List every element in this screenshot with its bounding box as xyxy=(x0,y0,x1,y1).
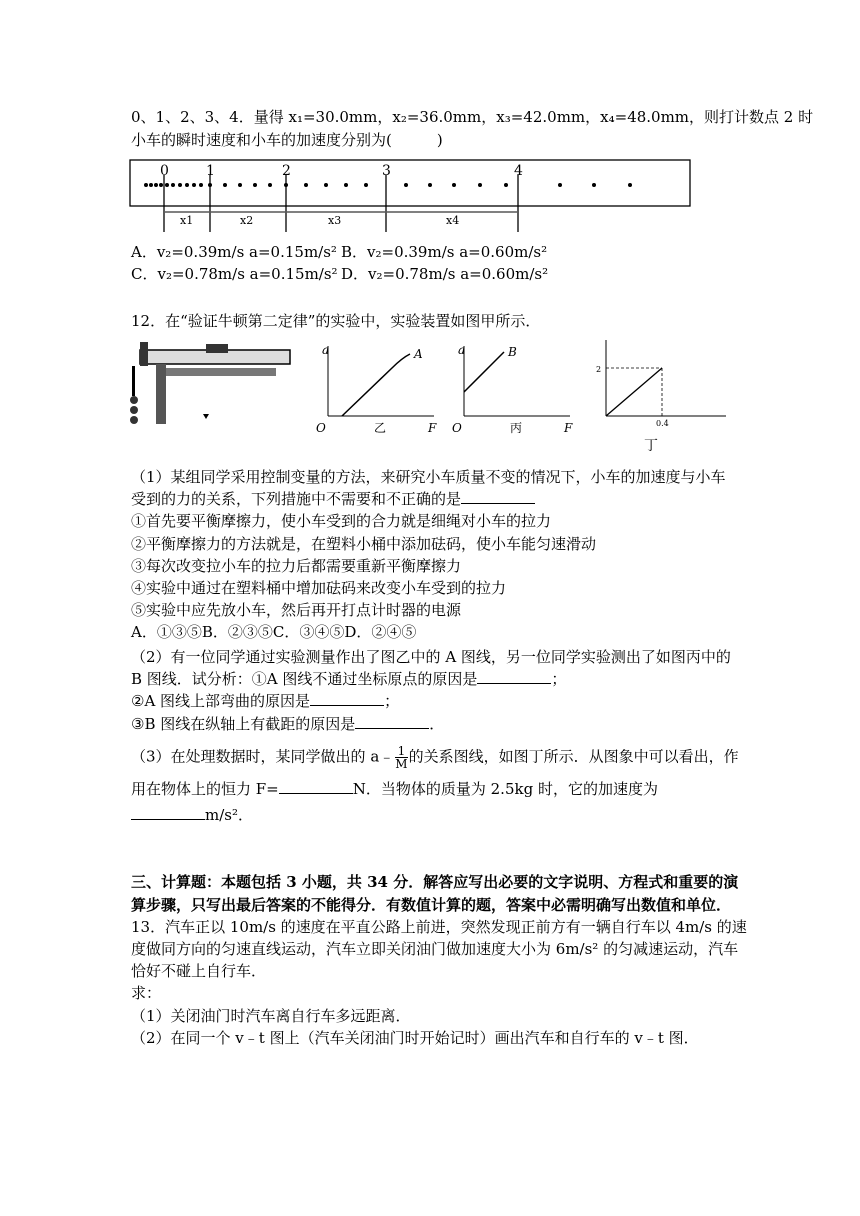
yi-curve-label: A xyxy=(414,347,423,361)
tape-seg-x2: x2 xyxy=(240,214,254,227)
yi-y-axis-label: a xyxy=(322,343,330,357)
q12-intro: 12．在“验证牛顿第二定律”的实验中，实验装置如图甲所示． xyxy=(131,312,541,330)
q13-line4: 求： xyxy=(131,984,162,1002)
tape-seg-x1: x1 xyxy=(180,214,194,227)
q11-option-d: D．v₂=0.78m/s a=0.60m/s² xyxy=(341,265,549,283)
q12-item-5: ⑤实验中应先放小车，然后再开打点计时器的电源 xyxy=(131,601,462,619)
tape-label-0: 0 xyxy=(160,163,169,179)
yi-origin-label: O xyxy=(316,421,326,435)
ding-y-tick: 2 xyxy=(596,365,602,374)
fraction-numerator: 1 xyxy=(395,745,407,758)
q12-p3-line2 xyxy=(131,779,658,799)
bing-caption: 丙 xyxy=(510,421,523,435)
tape-seg-x3: x3 xyxy=(328,214,342,227)
answer-blank-3[interactable] xyxy=(310,691,384,706)
tape-label-2: 2 xyxy=(282,163,291,179)
graph-ding xyxy=(590,334,730,454)
q12-p3-line1 xyxy=(131,745,739,770)
q12-p3-post: 的关系图线，如图丁所示．从图象中可以看出，作 xyxy=(408,747,739,766)
apparatus-figure xyxy=(128,338,294,430)
q12-p3-line2-post: N．当物体的质量为 2.5kg 时，它的加速度为 xyxy=(352,780,658,798)
q11-line2: 小车的瞬时速度和小车的加速度分别为( ) xyxy=(131,131,443,149)
q12-p2-line4: ③B 图线在纵轴上有截距的原因是 ． xyxy=(131,715,445,733)
tape-label-1: 1 xyxy=(206,163,215,179)
bing-y-axis-label: a xyxy=(458,343,466,357)
q12-p2-line4-text: ③B 图线在纵轴上有截距的原因是 xyxy=(131,715,356,733)
q12-p2-line3: ②A 图线上部弯曲的原因是 ； xyxy=(131,692,400,710)
q12-p1-line2-text: 受到的力的关系，下列措施中不需要和不正确的是 xyxy=(131,490,462,508)
q12-p2-line3-text: ②A 图线上部弯曲的原因是 xyxy=(131,692,311,710)
graph-bing xyxy=(448,336,576,438)
answer-blank-acceleration[interactable] xyxy=(131,805,205,820)
q12-item-1: ①首先要平衡摩擦力，使小车受到的合力就是细绳对小车的拉力 xyxy=(131,512,552,530)
q12-p1-line1: （1）某组同学采用控制变量的方法，来研究小车质量不变的情况下，小车的加速度与小车 xyxy=(131,468,726,486)
q12-p3-line2-pre: 用在物体上的恒力 F= xyxy=(131,780,279,798)
answer-blank-force[interactable] xyxy=(279,779,353,794)
fraction-denominator: M xyxy=(395,757,408,771)
q13-line3: 恰好不碰上自行车． xyxy=(131,962,267,980)
ticker-tape-figure xyxy=(128,158,694,234)
ding-caption: 丁 xyxy=(644,438,658,454)
section3-heading-line1: 三、计算题：本题包括 3 小题，共 34 分．解答应写出必要的文字说明、方程式和重要的演 xyxy=(131,873,739,891)
q12-p3-pre: （3）在处理数据时，某同学做出的 a﹣ xyxy=(131,747,395,766)
answer-blank-2[interactable] xyxy=(477,669,551,684)
q12-p2-line2: B 图线．试分析：①A 图线不通过坐标原点的原因是 ； xyxy=(131,670,567,688)
tape-label-4: 4 xyxy=(514,163,523,179)
q11-option-a: A．v₂=0.39m/s a=0.15m/s² xyxy=(131,243,337,261)
q12-p1-line2 xyxy=(131,489,535,509)
tape-dots xyxy=(144,183,632,187)
q13-line6: （2）在同一个 v﹣t 图上（汽车关闭油门时开始记时）画出汽车和自行车的 v﹣t 图． xyxy=(131,1029,699,1047)
q12-p2-line1: （2）有一位同学通过实验测量作出了图乙中的 A 图线，另一位同学实验测出了如图丙中的 xyxy=(131,648,731,666)
answer-blank-1[interactable] xyxy=(461,489,535,504)
yi-x-axis-label: F xyxy=(428,421,437,435)
q12-p2-line2-text: B 图线．试分析：①A 图线不通过坐标原点的原因是 xyxy=(131,670,478,688)
q11-line1: 0、1、2、3、4．量得 x₁=30.0mm，x₂=36.0mm，x₃=42.0mm，x₄=48.0mm，则打计数点 2 时 xyxy=(131,108,814,126)
bing-curve-label: B xyxy=(508,345,517,359)
q11-option-b: B．v₂=0.39m/s a=0.60m/s² xyxy=(341,243,548,261)
bing-x-axis-label: F xyxy=(564,421,573,435)
q12-item-2: ②平衡摩擦力的方法就是，在塑料小桶中添加砝码，使小车能匀速滑动 xyxy=(131,535,597,553)
ding-x-tick: 0.4 xyxy=(656,419,669,428)
one-over-m-fraction xyxy=(395,745,407,770)
tape-label-3: 3 xyxy=(382,163,391,179)
section3-heading-line2: 算步骤，只写出最后答案的不能得分．有数值计算的题，答案中必需明确写出数值和单位． xyxy=(131,896,732,914)
q13-line2: 度做同方向的匀速直线运动，汽车立即关闭油门做加速度大小为 6m/s² 的匀减速运动，汽车 xyxy=(131,940,739,958)
q12-p3-line3 xyxy=(131,805,253,825)
answer-blank-4[interactable] xyxy=(355,714,429,729)
q12-item-3: ③每次改变拉小车的拉力后都需要重新平衡摩擦力 xyxy=(131,557,462,575)
q13-line5: （1）关闭油门时汽车离自行车多远距离． xyxy=(131,1007,411,1025)
tape-seg-x4: x4 xyxy=(446,214,460,227)
q13-line1: 13．汽车正以 10m/s 的速度在平直公路上前进，突然发现正前方有一辆自行车以 4m/s 的速 xyxy=(131,918,747,936)
q12-choices: A．①③⑤B．②③⑤C．③④⑤D．②④⑤ xyxy=(131,623,417,641)
graph-yi xyxy=(312,336,440,438)
q12-item-4: ④实验中通过在塑料桶中增加砝码来改变小车受到的拉力 xyxy=(131,579,507,597)
bing-origin-label: O xyxy=(452,421,462,435)
yi-caption: 乙 xyxy=(374,421,387,435)
q12-p3-line3-post: m/s²． xyxy=(205,806,253,824)
q11-option-c: C．v₂=0.78m/s a=0.15m/s² xyxy=(131,265,338,283)
